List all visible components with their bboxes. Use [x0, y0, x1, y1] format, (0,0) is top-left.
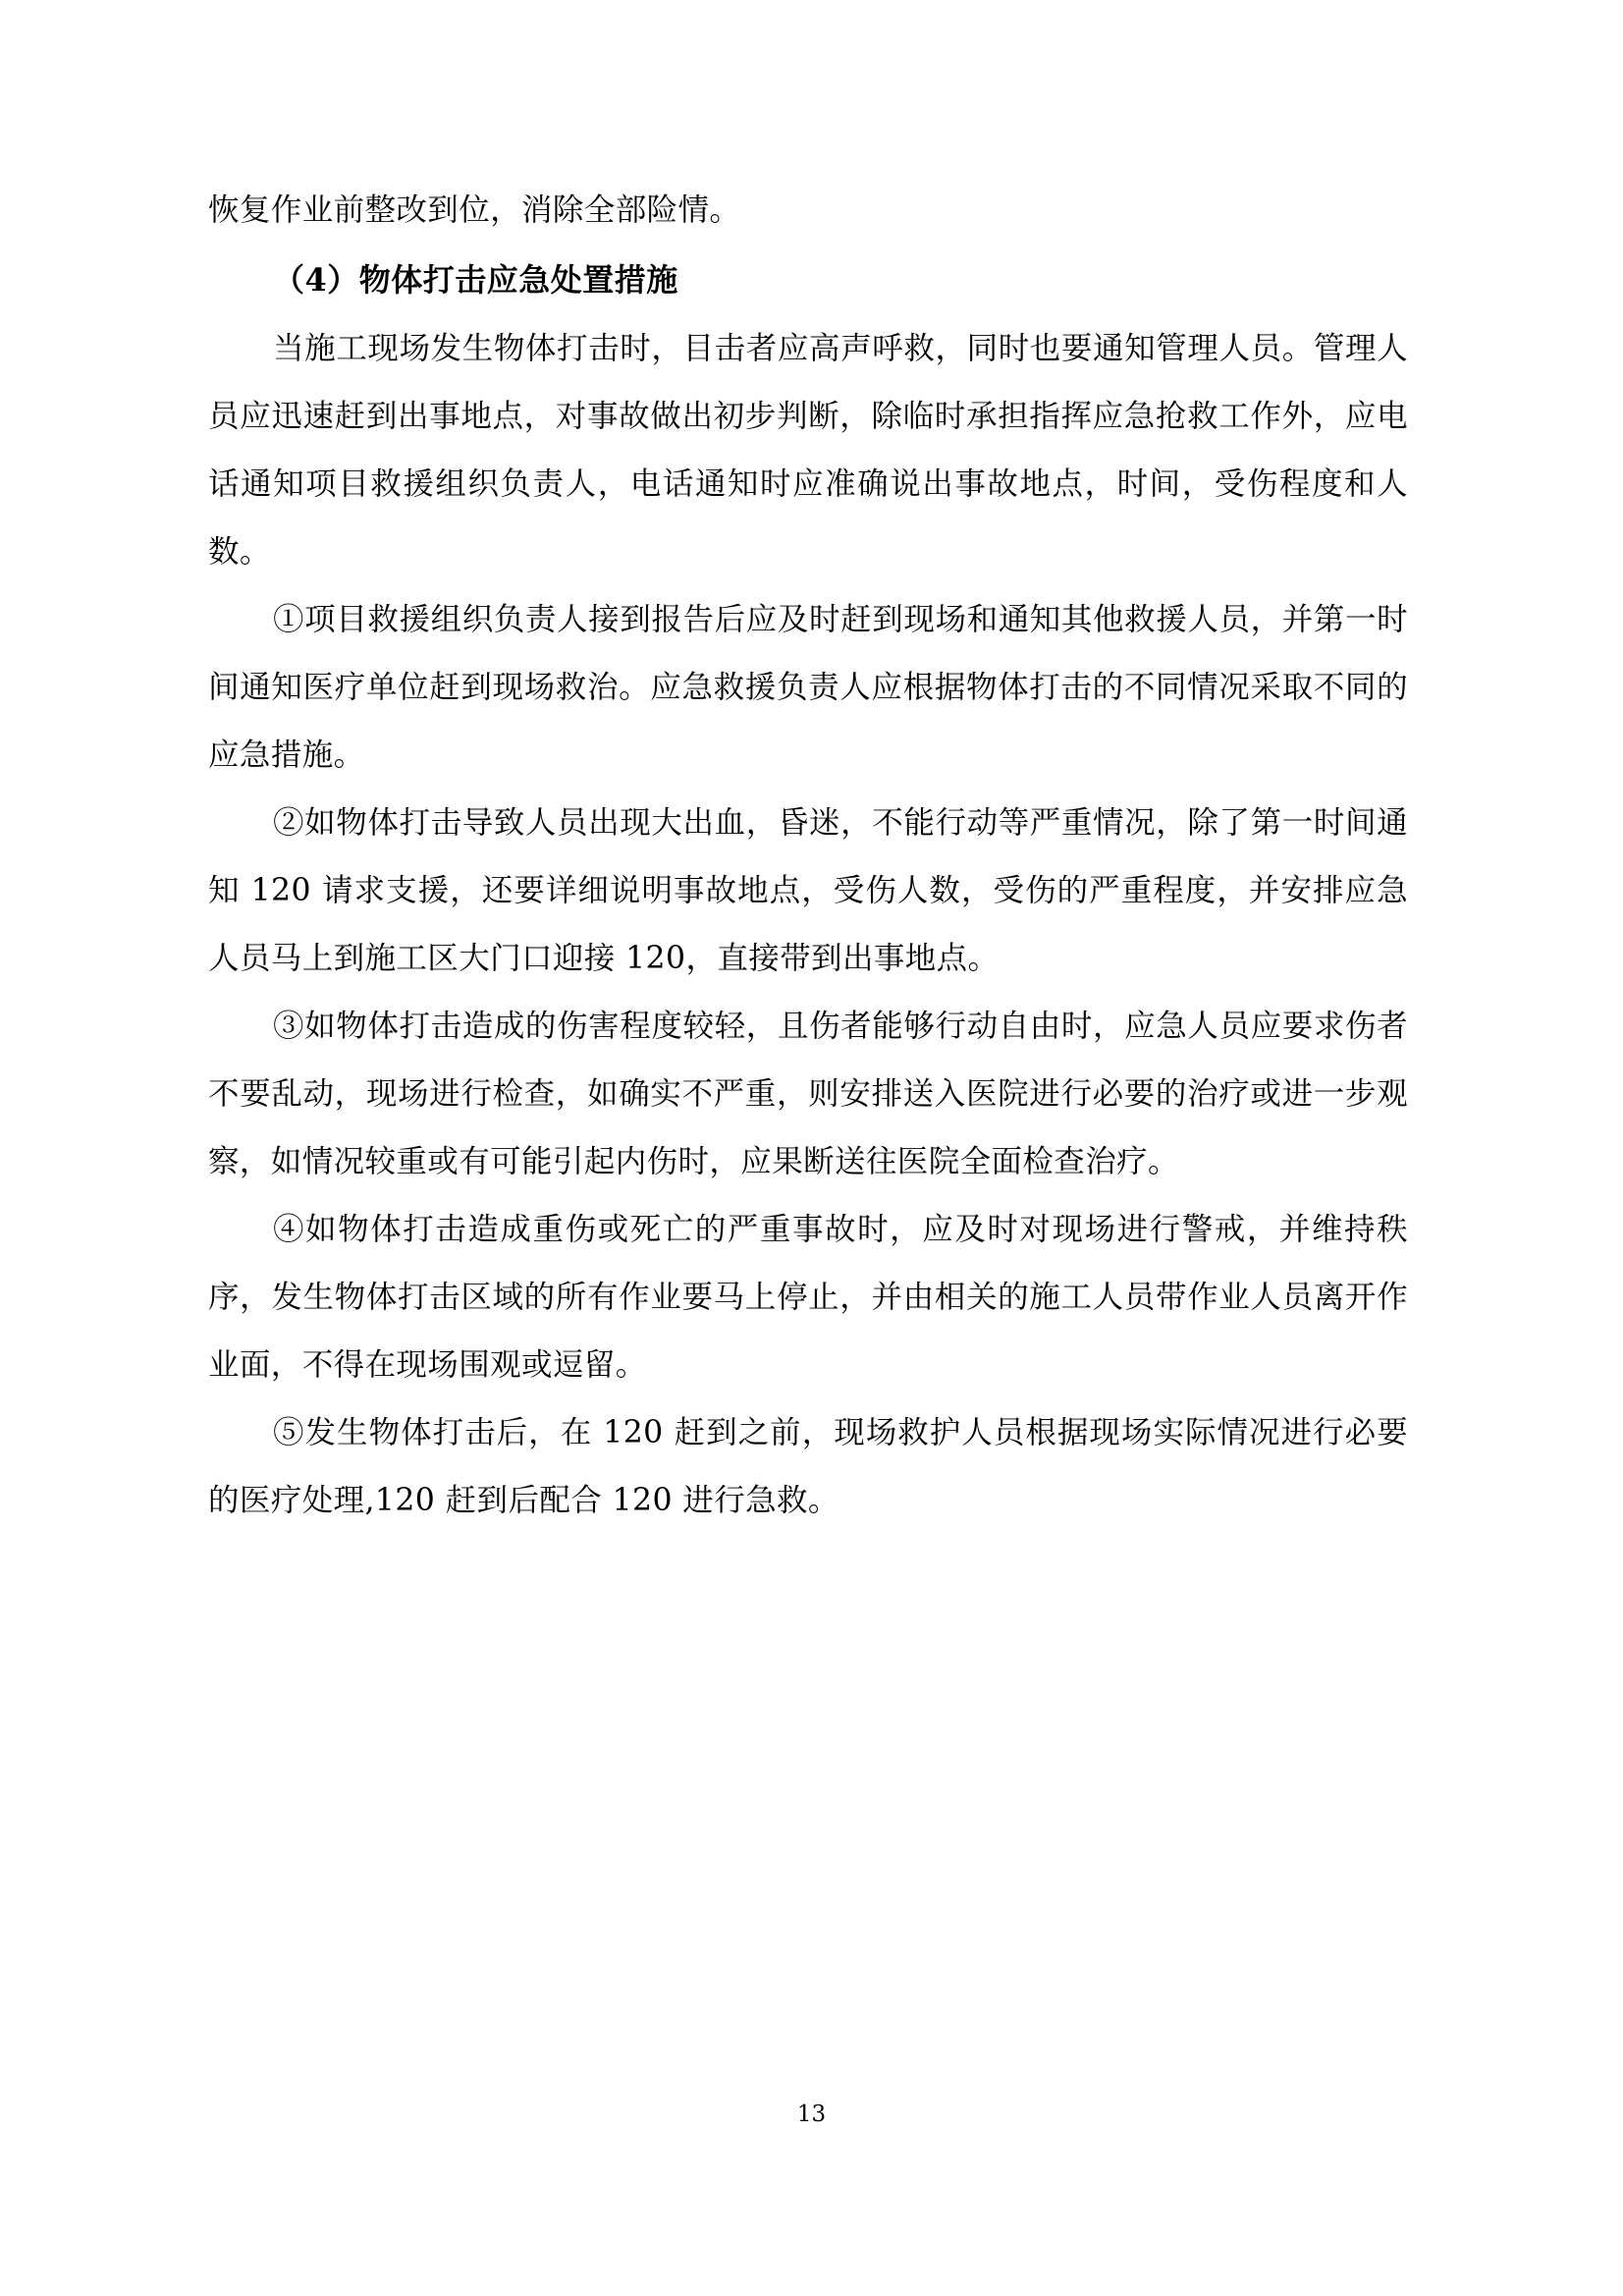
paragraph-intro: 当施工现场发生物体打击时，目击者应高声呼救，同时也要通知管理人员。管理人员应迅速赶到出事地点，对事故做出初步判断，除临时承担指挥应急抢救工作外，应电话通知项目救援组织负责人，电话通知时应准确说出事故地点，时间，受伤程度和人数。: [208, 331, 1408, 570]
paragraph-item-2: ②如物体打击导致人员出现大出血，昏迷，不能行动等严重情况，除了第一时间通知 120 请求支援，还要详细说明事故地点，受伤人数，受伤的严重程度，并安排应急人员马上到施工区大门口迎接 120，直接带到出事地点。: [208, 805, 1408, 976]
paragraph-recovery: 恢复作业前整改到位，消除全部险情。: [208, 192, 741, 228]
paragraph-item-5: ⑤发生物体打击后，在 120 赶到之前，现场救护人员根据现场实际情况进行必要的医疗处理,120 赶到后配合 120 进行急救。: [208, 1415, 1408, 1518]
paragraph-item-1: ①项目救援组织负责人接到报告后应及时赶到现场和通知其他救援人员，并第一时间通知医疗单位赶到现场救治。应急救援负责人应根据物体打击的不同情况采取不同的应急措施。: [208, 602, 1408, 773]
paragraph-item-3: ③如物体打击造成的伤害程度较轻，且伤者能够行动自由时，应急人员应要求伤者不要乱动，现场进行检查，如确实不严重，则安排送入医院进行必要的治疗或进一步观察，如情况较重或有可能引起内伤时，应果断送往医院全面检查治疗。: [208, 1009, 1408, 1179]
paragraph-item-4: ④如物体打击造成重伤或死亡的严重事故时，应及时对现场进行警戒，并维持秩序，发生物体打击区域的所有作业要马上停止，并由相关的施工人员带作业人员离开作业面，不得在现场围观或逗留。: [208, 1212, 1408, 1383]
section-heading-object-strike: （4）物体打击应急处置措施: [273, 261, 678, 299]
document-body: [208, 177, 1408, 1535]
page-number: 13: [796, 2102, 827, 2127]
